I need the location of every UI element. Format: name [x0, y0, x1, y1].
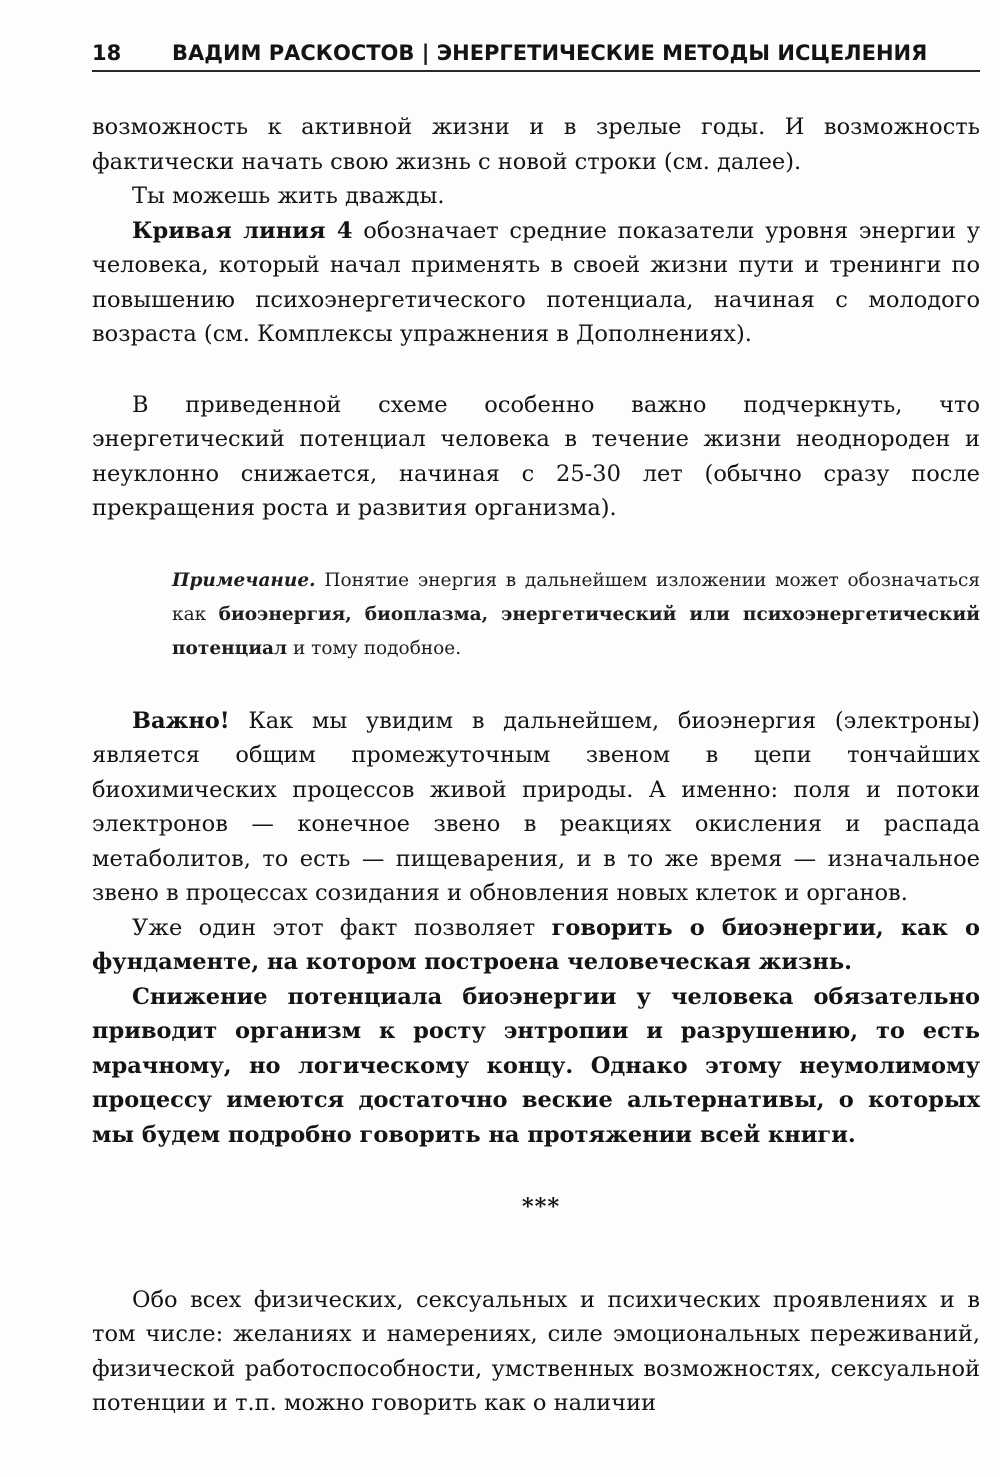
curve-4-label: Кривая линия 4 [132, 217, 353, 244]
paragraph-decline [92, 980, 980, 1153]
important-text: Как мы увидим в дальнейшем, биоэнергия (электроны) является общим промежуточным звеном в цепи тончайших биохимических процессов живой природы. А именно: поля и потоки электронов — конечное звено в реакциях окисления и распада метаболитов, то есть — пищеварения, и в то же время — изначальное звено в процессах созидания и обновления новых клеток и органов. [92, 707, 980, 906]
paragraph-manifestations: Обо всех физических, сексуальных и психических проявлениях и в том числе: желаниях и намерениях, силе эмоциональных переживаний, физической работоспособности, умственных возможностях, сексуальной потенции и т.п. можно говорить как о наличии [92, 1286, 980, 1416]
important-label: Важно! [132, 707, 230, 734]
page-body [92, 110, 980, 1421]
fact-text: Уже один этот факт позволяет [132, 914, 552, 941]
paragraph-fact [92, 911, 980, 980]
note-text-2: и тому подобное. [287, 637, 462, 659]
paragraph-scheme: В приведенной схеме особенно важно подчеркнуть, что энергетический потенциал человека в течение жизни неоднороден и неуклонно снижается, начиная с 25-30 лет (обычно сразу после прекращения роста и развития организма). [92, 391, 980, 521]
paragraph-curve-4 [92, 214, 980, 352]
page-header [92, 36, 980, 72]
decline-bold: Снижение потенциала биоэнергии у человека обязательно приводит организм к росту энтропии и разрушению, то есть мрачному, но логическому концу. Однако этому неумолимому процессу имеются достаточно веские альтернативы, о которых мы будем подробно говорить на протяжении всей книги. [92, 983, 980, 1148]
page-number: 18 [92, 41, 122, 65]
fact-bold: говорить о биоэнергии, как о фундаменте, на котором построена человеческая жизнь. [92, 914, 980, 975]
note-block [172, 564, 980, 666]
note-text-1: Понятие энергия в дальнейшем изложении может обозначаться как [172, 569, 980, 625]
running-head: ВАДИМ РАСКОСТОВ | ЭНЕРГЕТИЧЕСКИЕ МЕТОДЫ ИСЦЕЛЕНИЯ [172, 41, 928, 65]
paragraph-continuation: возможность к активной жизни и в зрелые годы. И возможность фактически начать свою жизнь с новой строки (см. далее). [92, 114, 980, 175]
paragraph-live-twice: Ты можешь жить дважды. [132, 183, 445, 209]
curve-4-text: обозначает средние показатели уровня энергии у человека, который начал применять в своей жизни пути и тренинги по повышению психоэнергетического потенциала, начиная с молодого возраста (см. Комплексы упражнения в Дополнениях). [92, 217, 980, 347]
note-bold-terms: биоэнергия, биоплазма, энергетический или психоэнергетический потенциал [172, 603, 980, 659]
section-separator: *** [521, 1194, 561, 1220]
paragraph-important [92, 704, 980, 911]
note-label: Примечание. [172, 569, 316, 591]
